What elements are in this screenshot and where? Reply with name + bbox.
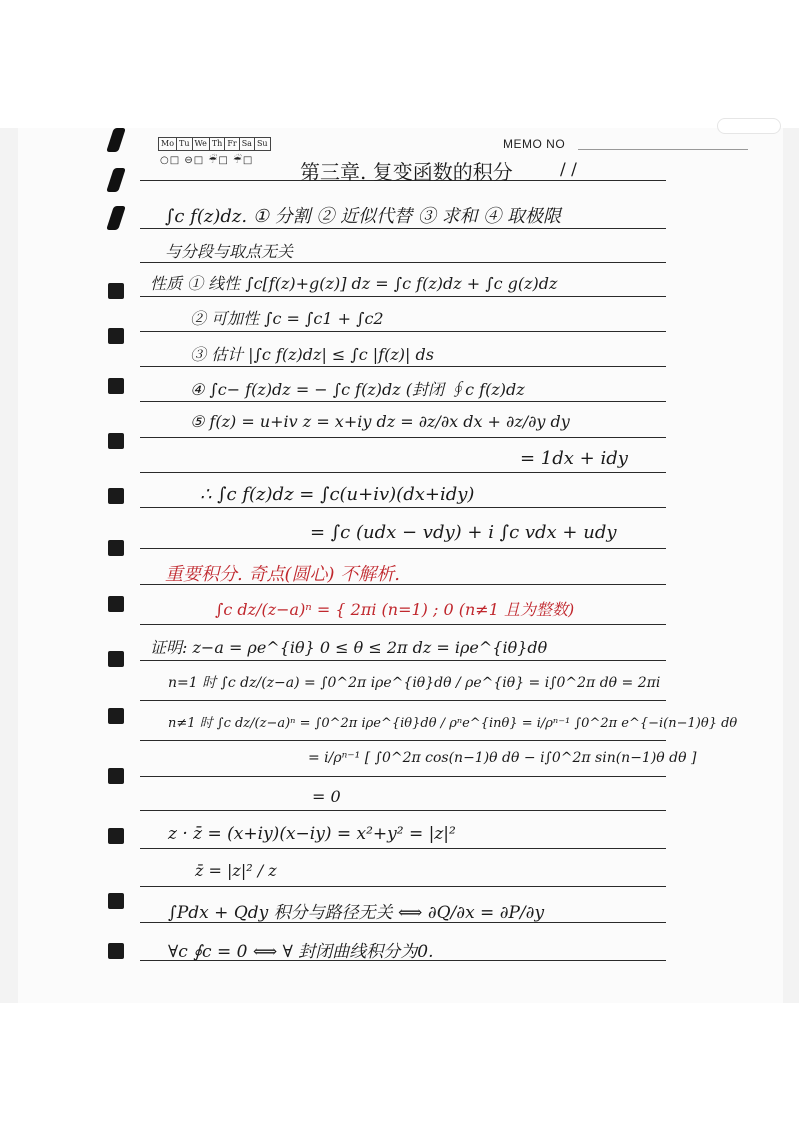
day-box: We bbox=[192, 137, 210, 151]
day-box: Sa bbox=[239, 137, 255, 151]
binding-hole bbox=[108, 893, 124, 909]
binding-hole bbox=[108, 828, 124, 844]
ruled-line bbox=[140, 366, 666, 367]
ruled-line bbox=[140, 228, 666, 229]
note-line-red: 重要积分. 奇点(圆心) 不解析. bbox=[165, 564, 400, 585]
note-line: = ∫c (udx − vdy) + i ∫c vdx + udy bbox=[310, 522, 617, 543]
day-box: Th bbox=[209, 137, 226, 151]
binding-ring bbox=[106, 128, 126, 152]
ruled-line bbox=[140, 331, 666, 332]
binding-hole bbox=[108, 433, 124, 449]
ruled-line bbox=[140, 262, 666, 263]
note-line: ∀c ∮c = 0 ⟺ ∀ 封闭曲线积分为0. bbox=[168, 942, 434, 962]
binding-hole bbox=[108, 943, 124, 959]
notebook-page bbox=[18, 128, 783, 1003]
page-tab bbox=[717, 118, 781, 134]
note-line: ③ 估计 |∫c f(z)dz| ≤ ∫c |f(z)| ds bbox=[190, 345, 434, 364]
note-line: ④ ∫c− f(z)dz = − ∫c f(z)dz (封闭 ∮c f(z)dz bbox=[190, 380, 525, 399]
page-left-margin bbox=[0, 128, 18, 1003]
ruled-line bbox=[140, 437, 666, 438]
note-line: ② 可加性 ∫c = ∫c1 + ∫c2 bbox=[190, 309, 384, 328]
note-line: 与分段与取点无关 bbox=[165, 242, 294, 261]
binding-hole bbox=[108, 488, 124, 504]
day-box: Su bbox=[254, 137, 271, 151]
weather-icons: ○□ ⊖□ ☔□ ☔□ bbox=[160, 155, 254, 166]
note-line: z · z̄ = (x+iy)(x−iy) = x²+y² = |z|² bbox=[168, 824, 456, 844]
ruled-line bbox=[140, 660, 666, 661]
memo-label: MEMO NO bbox=[503, 137, 566, 151]
binding-ring bbox=[106, 168, 126, 192]
ruled-line bbox=[140, 548, 666, 549]
ruled-line bbox=[140, 848, 666, 849]
note-line: ∫c f(z)dz. ① 分割 ② 近似代替 ③ 求和 ④ 取极限 bbox=[165, 206, 562, 227]
binding-hole bbox=[108, 708, 124, 724]
weekday-boxes bbox=[158, 137, 270, 151]
ruled-line bbox=[140, 296, 666, 297]
binding-hole bbox=[108, 540, 124, 556]
page-right-margin bbox=[783, 128, 799, 1003]
note-line: n=1 时 ∫c dz/(z−a) = ∫0^2π iρe^{iθ}dθ / ρe^{iθ} = i∫0^2π dθ = 2πi bbox=[168, 675, 661, 691]
note-line: = 0 bbox=[312, 787, 341, 806]
note-line: ∫Pdx + Qdy 积分与路径无关 ⟺ ∂Q/∂x = ∂P/∂y bbox=[168, 903, 545, 923]
ruled-line bbox=[140, 700, 666, 701]
note-line: 证明: z−a = ρe^{iθ} 0 ≤ θ ≤ 2π dz = iρe^{iθ}dθ bbox=[150, 638, 548, 657]
day-box: Tu bbox=[176, 137, 193, 151]
note-line: 性质 ① 线性 ∫c[f(z)+g(z)] dz = ∫c f(z)dz + ∫c g(z)dz bbox=[150, 274, 558, 293]
note-line: ∴ ∫c f(z)dz = ∫c(u+iv)(dx+idy) bbox=[200, 484, 475, 505]
note-line: = 1dx + idy bbox=[520, 448, 628, 469]
note-line: ⑤ f(z) = u+iv z = x+iy dz = ∂z/∂x dx + ∂z/∂y dy bbox=[190, 412, 570, 431]
ruled-line bbox=[140, 472, 666, 473]
binding-hole bbox=[108, 596, 124, 612]
ruled-line bbox=[140, 810, 666, 811]
binding-hole bbox=[108, 378, 124, 394]
day-box: Mo bbox=[158, 137, 177, 151]
memo-marks: / / bbox=[560, 160, 577, 180]
note-line: = i/ρⁿ⁻¹ [ ∫0^2π cos(n−1)θ dθ − i∫0^2π sin(n−1)θ dθ ] bbox=[308, 750, 697, 766]
ruled-line bbox=[140, 624, 666, 625]
ruled-line bbox=[140, 886, 666, 887]
binding-holes bbox=[108, 128, 128, 1003]
binding-hole bbox=[108, 651, 124, 667]
chapter-title: 第三章. 复变函数的积分 bbox=[300, 160, 513, 184]
memo-underline bbox=[578, 149, 748, 150]
ruled-line bbox=[140, 740, 666, 741]
note-line: z̄ = |z|² / z bbox=[195, 861, 277, 880]
note-line: n≠1 时 ∫c dz/(z−a)ⁿ = ∫0^2π iρe^{iθ}dθ / ρⁿe^{inθ} = i/ρⁿ⁻¹ ∫0^2π e^{−i(n−1)θ} dθ bbox=[168, 716, 738, 731]
binding-ring bbox=[106, 206, 126, 230]
note-line-red: ∫c dz/(z−a)ⁿ = { 2πi (n=1) ; 0 (n≠1 且为整数) bbox=[215, 600, 575, 619]
binding-hole bbox=[108, 768, 124, 784]
binding-hole bbox=[108, 283, 124, 299]
binding-hole bbox=[108, 328, 124, 344]
day-box: Fr bbox=[224, 137, 239, 151]
ruled-line bbox=[140, 776, 666, 777]
ruled-line bbox=[140, 507, 666, 508]
ruled-line bbox=[140, 401, 666, 402]
